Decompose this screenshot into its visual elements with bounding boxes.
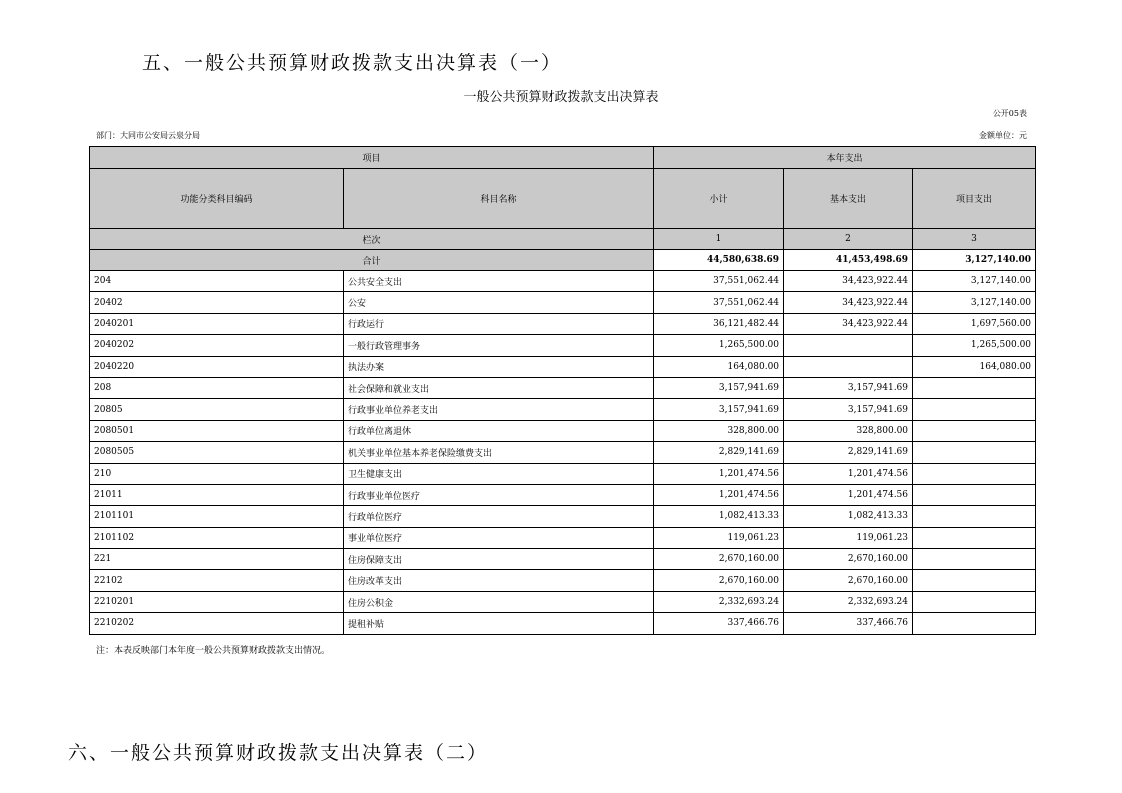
row-code: 2101101 (90, 506, 344, 527)
row-code: 2210201 (90, 591, 344, 612)
table-row (90, 591, 1036, 612)
row-code: 2210202 (90, 613, 344, 634)
row-basic: 1,201,474.56 (784, 463, 913, 484)
row-code: 204 (90, 271, 344, 292)
row-basic: 119,061.23 (784, 527, 913, 548)
row-project (913, 399, 1036, 420)
unit-label: 金额单位：元 (979, 131, 1027, 140)
header-col-2: 2 (784, 229, 913, 250)
row-code: 210 (90, 463, 344, 484)
table-row (90, 484, 1036, 505)
table-row (90, 335, 1036, 356)
row-name: 执法办案 (344, 356, 654, 377)
table-row (90, 420, 1036, 441)
row-subtotal: 1,082,413.33 (654, 506, 784, 527)
row-basic: 2,670,160.00 (784, 549, 913, 570)
row-basic: 34,423,922.44 (784, 292, 913, 313)
row-subtotal: 119,061.23 (654, 527, 784, 548)
header-col-3: 3 (913, 229, 1036, 250)
header-current-year: 本年支出 (654, 147, 1036, 169)
row-basic: 34,423,922.44 (784, 313, 913, 334)
table-row (90, 442, 1036, 463)
header-column-order: 栏次 (90, 229, 654, 250)
row-basic: 328,800.00 (784, 420, 913, 441)
row-code: 22102 (90, 570, 344, 591)
row-project (913, 527, 1036, 548)
row-project (913, 570, 1036, 591)
row-code: 2080501 (90, 420, 344, 441)
row-subtotal: 2,670,160.00 (654, 570, 784, 591)
row-name: 卫生健康支出 (344, 463, 654, 484)
row-code: 2040202 (90, 335, 344, 356)
row-subtotal: 37,551,062.44 (654, 271, 784, 292)
row-code: 2101102 (90, 527, 344, 548)
row-basic: 2,829,141.69 (784, 442, 913, 463)
table-row (90, 399, 1036, 420)
row-subtotal: 1,201,474.56 (654, 484, 784, 505)
table-row (90, 570, 1036, 591)
row-code: 2040201 (90, 313, 344, 334)
table-row (90, 356, 1036, 377)
section-title-5: 五、一般公共预算财政拨款支出决算表（一） (142, 52, 563, 74)
row-project: 164,080.00 (913, 356, 1036, 377)
header-project: 项目 (90, 147, 654, 169)
row-code: 20402 (90, 292, 344, 313)
row-code: 2040220 (90, 356, 344, 377)
header-code: 功能分类科目编码 (90, 169, 344, 229)
row-subtotal: 1,201,474.56 (654, 463, 784, 484)
row-subtotal: 337,466.76 (654, 613, 784, 634)
total-basic: 41,453,498.69 (784, 250, 913, 271)
table-row (90, 506, 1036, 527)
row-subtotal: 2,670,160.00 (654, 549, 784, 570)
row-name: 行政单位医疗 (344, 506, 654, 527)
row-name: 公安 (344, 292, 654, 313)
row-name: 住房公积金 (344, 591, 654, 612)
row-basic: 34,423,922.44 (784, 271, 913, 292)
form-number: 公开05表 (992, 109, 1027, 118)
row-name: 提租补贴 (344, 613, 654, 634)
row-basic: 2,670,160.00 (784, 570, 913, 591)
row-subtotal: 3,157,941.69 (654, 399, 784, 420)
table-title: 一般公共预算财政拨款支出决算表 (463, 90, 659, 105)
row-basic: 337,466.76 (784, 613, 913, 634)
row-name: 事业单位医疗 (344, 527, 654, 548)
table-row (90, 549, 1036, 570)
row-project: 1,265,500.00 (913, 335, 1036, 356)
row-name: 住房保障支出 (344, 549, 654, 570)
expenditure-table (89, 146, 1036, 635)
header-project-exp: 项目支出 (913, 169, 1036, 229)
table-row (90, 292, 1036, 313)
row-name: 一般行政管理事务 (344, 335, 654, 356)
row-project (913, 463, 1036, 484)
table-row (90, 613, 1036, 634)
section-title-6: 六、一般公共预算财政拨款支出决算表（二） (68, 742, 489, 764)
row-name: 住房改革支出 (344, 570, 654, 591)
row-subtotal: 328,800.00 (654, 420, 784, 441)
row-basic: 3,157,941.69 (784, 377, 913, 398)
row-name: 行政事业单位养老支出 (344, 399, 654, 420)
table-row (90, 527, 1036, 548)
row-subtotal: 2,829,141.69 (654, 442, 784, 463)
row-subtotal: 37,551,062.44 (654, 292, 784, 313)
row-name: 行政运行 (344, 313, 654, 334)
row-project (913, 420, 1036, 441)
table-row (90, 463, 1036, 484)
row-name: 社会保障和就业支出 (344, 377, 654, 398)
row-basic (784, 335, 913, 356)
row-project (913, 377, 1036, 398)
table-row (90, 377, 1036, 398)
header-basic: 基本支出 (784, 169, 913, 229)
row-code: 221 (90, 549, 344, 570)
row-project (913, 484, 1036, 505)
total-subtotal: 44,580,638.69 (654, 250, 784, 271)
row-subtotal: 164,080.00 (654, 356, 784, 377)
header-name: 科目名称 (344, 169, 654, 229)
header-subtotal: 小计 (654, 169, 784, 229)
row-subtotal: 3,157,941.69 (654, 377, 784, 398)
row-project (913, 506, 1036, 527)
row-project (913, 549, 1036, 570)
row-name: 行政单位离退休 (344, 420, 654, 441)
row-code: 21011 (90, 484, 344, 505)
table-note: 注：本表反映部门本年度一般公共预算财政拨款支出情况。 (96, 646, 331, 656)
table-row (90, 313, 1036, 334)
row-subtotal: 1,265,500.00 (654, 335, 784, 356)
row-project: 1,697,560.00 (913, 313, 1036, 334)
row-basic: 1,082,413.33 (784, 506, 913, 527)
header-col-1: 1 (654, 229, 784, 250)
row-basic (784, 356, 913, 377)
row-subtotal: 2,332,693.24 (654, 591, 784, 612)
row-code: 20805 (90, 399, 344, 420)
row-name: 行政事业单位医疗 (344, 484, 654, 505)
row-basic: 3,157,941.69 (784, 399, 913, 420)
row-code: 208 (90, 377, 344, 398)
row-basic: 2,332,693.24 (784, 591, 913, 612)
row-code: 2080505 (90, 442, 344, 463)
row-project (913, 591, 1036, 612)
total-project: 3,127,140.00 (913, 250, 1036, 271)
total-row (90, 250, 1036, 271)
department-label: 部门：大同市公安局云泉分局 (96, 131, 200, 140)
table-row (90, 271, 1036, 292)
row-basic: 1,201,474.56 (784, 484, 913, 505)
row-project (913, 442, 1036, 463)
row-project: 3,127,140.00 (913, 271, 1036, 292)
row-name: 公共安全支出 (344, 271, 654, 292)
row-project (913, 613, 1036, 634)
row-subtotal: 36,121,482.44 (654, 313, 784, 334)
row-project: 3,127,140.00 (913, 292, 1036, 313)
total-label: 合计 (90, 250, 654, 271)
row-name: 机关事业单位基本养老保险缴费支出 (344, 442, 654, 463)
